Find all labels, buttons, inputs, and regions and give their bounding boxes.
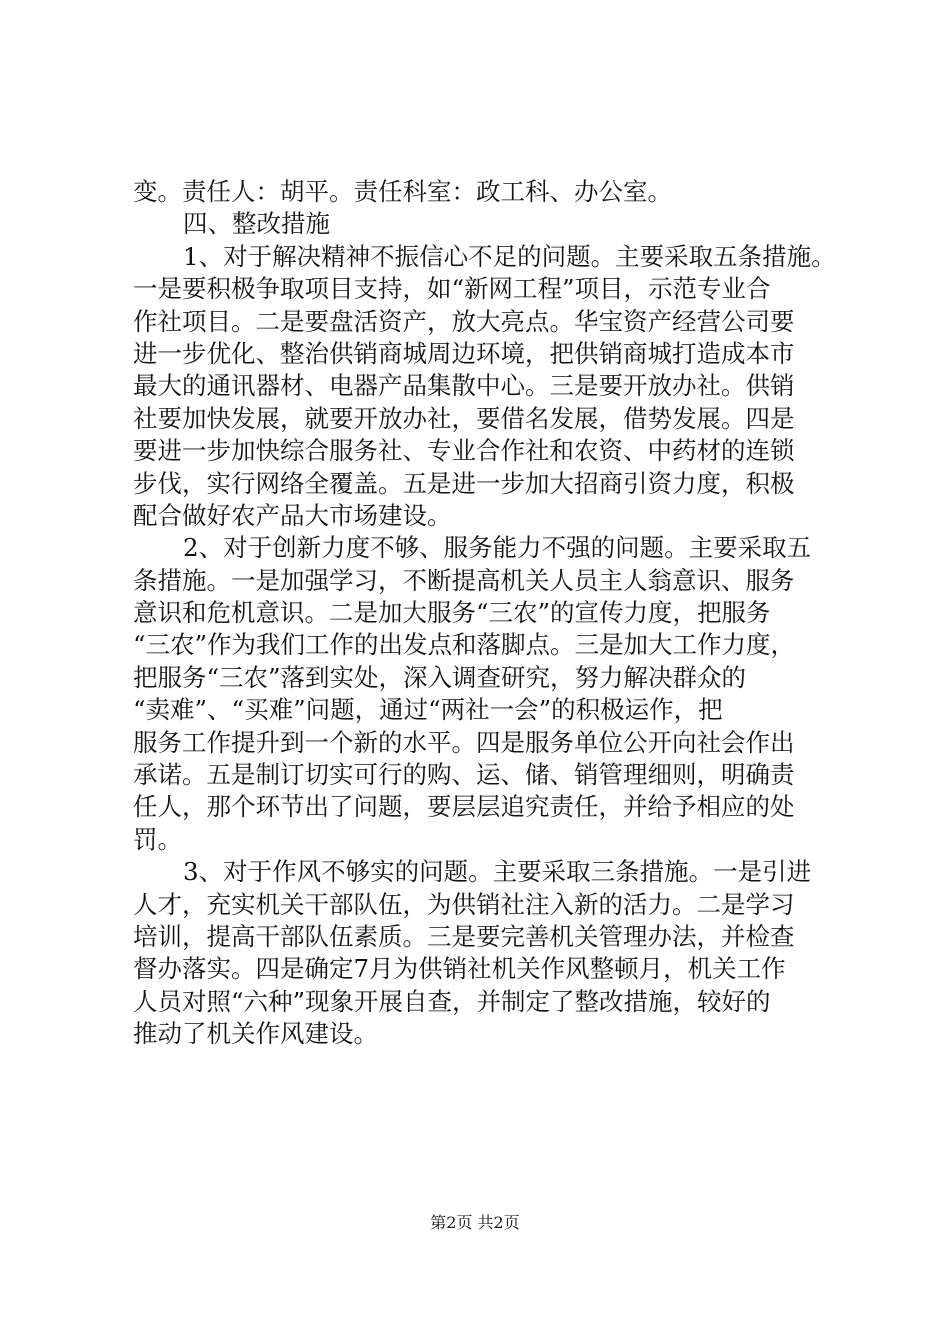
text-line: 把服务“三农”落到实处，深入调查研究，努力解决群众的 [133, 662, 747, 692]
text-line: “卖难”、“买难”问题，通过“两社一会”的积极运作，把 [133, 695, 723, 725]
text-line: 社要加快发展，就要开放办社，要借名发展，借势发展。四是 [133, 403, 795, 433]
text-line: 人员对照“六种”现象开展自查，并制定了整改措施，较好的 [133, 986, 771, 1016]
text-line: 要进一步加快综合服务社、专业合作社和农资、中药材的连锁 [133, 436, 795, 466]
text-line: 督办落实。四是确定7月为供销社机关作风整顿月，机关工作 [133, 954, 786, 984]
text-line: 人才，充实机关干部队伍，为供销社注入新的活力。二是学习 [133, 889, 795, 919]
text-line: 推动了机关作风建设。 [133, 1019, 378, 1049]
text-line: 变。责任人：胡平。责任科室：政工科、办公室。 [133, 177, 672, 206]
page-number-footer: 第2页 共2页 [430, 1213, 520, 1232]
text-line: 步伐，实行网络全覆盖。五是进一步加大招商引资力度，积极 [133, 468, 795, 498]
text-line: 意识和危机意识。二是加大服务“三农”的宣传力度，把服务 [133, 598, 771, 628]
text-line: 进一步优化、整治供销商城周边环境，把供销商城打造成本市 [133, 338, 795, 368]
document-body [133, 176, 836, 1051]
text-line: 承诺。五是制订切实可行的购、运、储、销管理细则，明确责 [133, 760, 795, 790]
paragraph-first-line: 2、对于创新力度不够、服务能力不强的问题。主要采取五 [183, 533, 812, 563]
text-line: 最大的通讯器材、电器产品集散中心。三是要开放办社。供销 [133, 371, 795, 401]
text-line: 任人，那个环节出了问题，要层层追究责任，并给予相应的处 [133, 792, 795, 822]
text-line: 配合做好农产品大市场建设。 [133, 500, 452, 530]
paragraph-first-line: 3、对于作风不够实的问题。主要采取三条措施。一是引进 [183, 857, 812, 887]
text-line: 培训，提高干部队伍素质。三是要完善机关管理办法，并检查 [133, 921, 795, 951]
text-line: “三农”作为我们工作的出发点和落脚点。三是加大工作力度， [133, 630, 796, 660]
text-line: 一是要积极争取项目支持，如“新网工程”项目，示范专业合 [133, 274, 771, 304]
section-heading: 四、整改措施 [183, 209, 330, 239]
text-line: 服务工作提升到一个新的水平。四是服务单位公开向社会作出 [133, 727, 795, 757]
text-line: 罚。 [133, 824, 182, 854]
text-line: 作社项目。二是要盘活资产，放大亮点。华宝资产经营公司要 [133, 306, 795, 336]
text-line: 条措施。一是加强学习，不断提高机关人员主人翁意识、服务 [133, 565, 795, 595]
paragraph-first-line: 1、对于解决精神不振信心不足的问题。主要采取五条措施。 [183, 241, 836, 271]
